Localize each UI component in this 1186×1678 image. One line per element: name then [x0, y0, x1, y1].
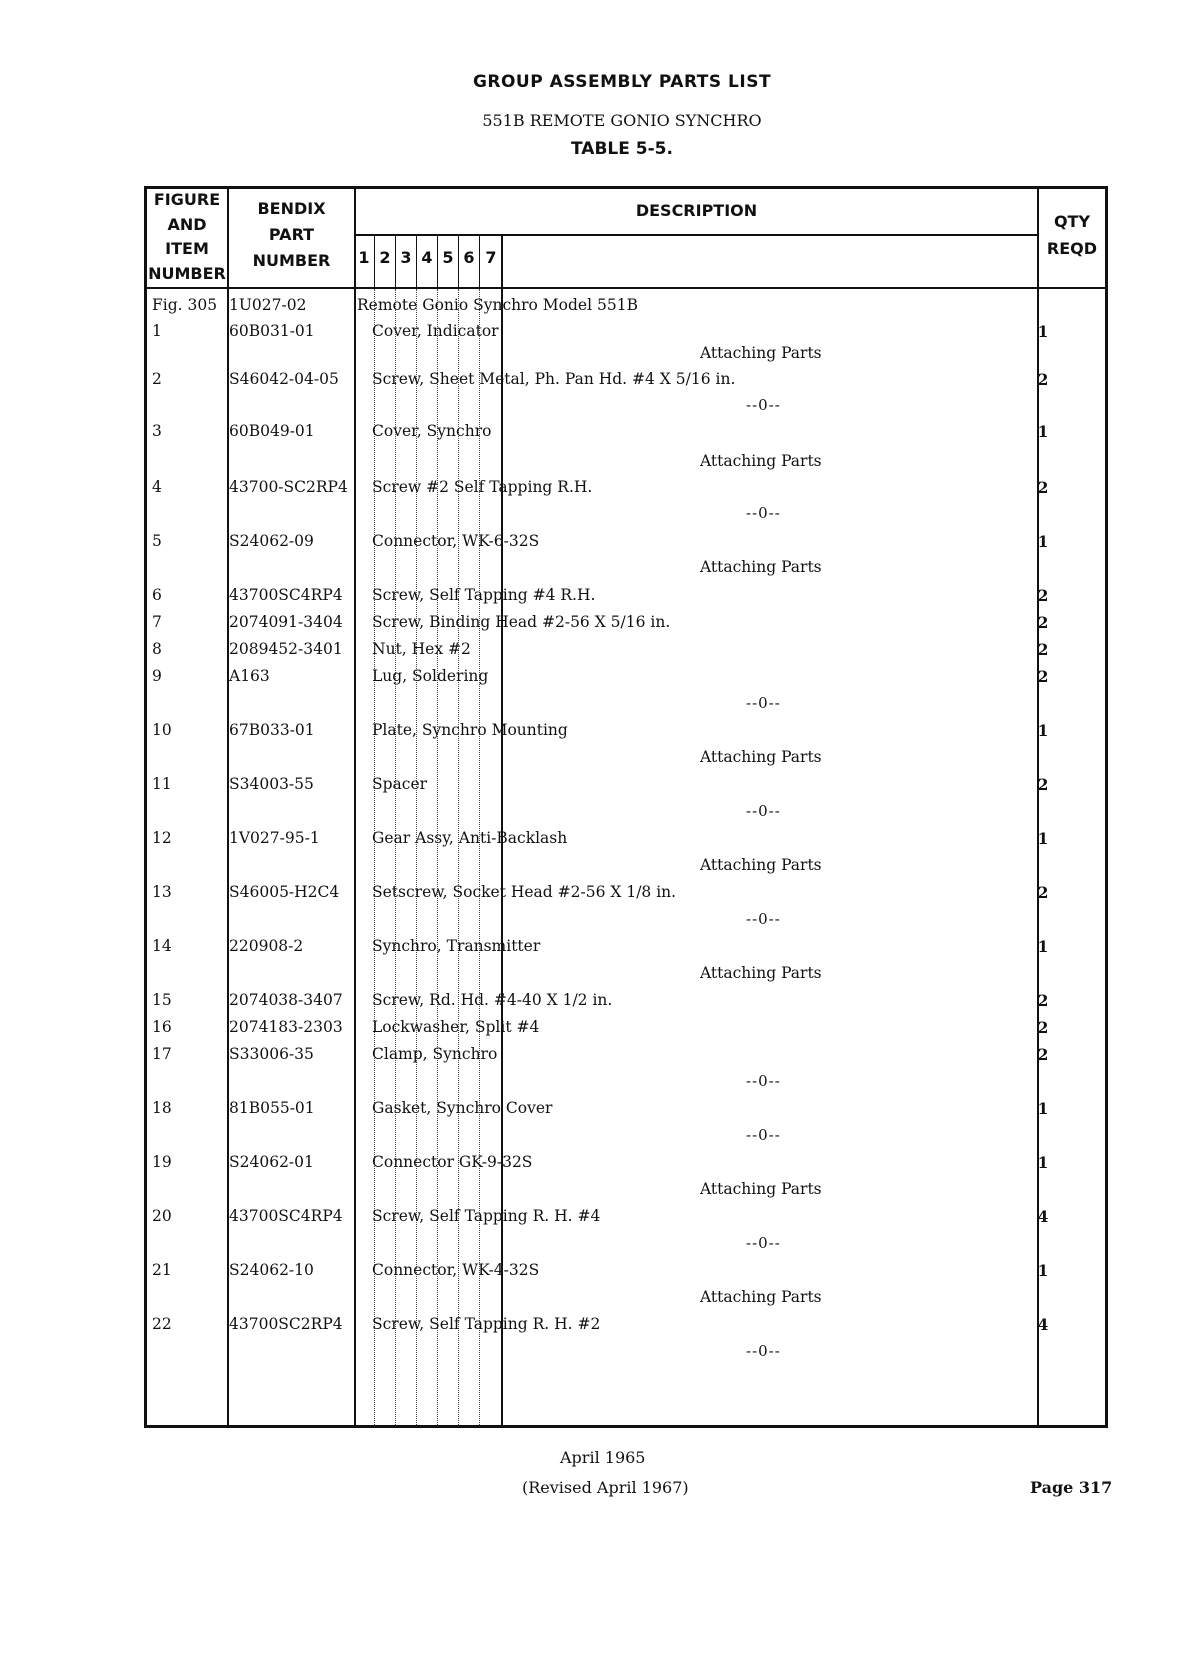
part-number: 43700SC4RP4 [229, 586, 343, 604]
qty: 2 [1037, 613, 1049, 632]
header-qty [1039, 208, 1105, 262]
footer-date: April 1965 [560, 1448, 646, 1467]
level-4-header: 4 [421, 248, 433, 267]
description: Nut, Hex #2 [372, 640, 471, 658]
description: Lug, Soldering [372, 667, 489, 685]
description: Setscrew, Socket Head #2-56 X 1/8 in. [372, 883, 677, 901]
table-top-border [144, 186, 1108, 189]
header-figure-line: ITEM [165, 239, 209, 258]
part-number: 2074183-2303 [229, 1018, 343, 1036]
header-bottom-rule [144, 287, 1108, 289]
attaching-parts-heading: Attaching Parts [700, 452, 822, 470]
attaching-parts-heading: Attaching Parts [700, 344, 822, 362]
header-part-line: PART [268, 225, 315, 244]
qty: 2 [1037, 1045, 1049, 1064]
description: Plate, Synchro Mounting [372, 721, 568, 739]
attaching-parts-heading: Attaching Parts [700, 1288, 822, 1306]
part-number: 1V027-95-1 [229, 829, 320, 847]
header-part-line: BENDIX [257, 199, 326, 218]
footer-revised: (Revised April 1967) [522, 1478, 689, 1497]
table-row [144, 775, 1108, 799]
figure-item: 1 [152, 322, 162, 340]
level-divider [479, 236, 480, 288]
part-number: S24062-10 [229, 1261, 314, 1279]
table-row [144, 532, 1108, 556]
page-title: GROUP ASSEMBLY PARTS LIST [472, 72, 772, 92]
part-number: 43700-SC2RP4 [229, 478, 348, 496]
description: Screw, Sheet Metal, Ph. Pan Hd. #4 X 5/16 in. [372, 370, 736, 388]
description: Cover, Indicator [372, 322, 499, 340]
qty: 4 [1037, 1207, 1049, 1226]
qty: 1 [1037, 532, 1049, 551]
figure-item: 22 [152, 1315, 172, 1333]
part-number: S24062-09 [229, 532, 314, 550]
figure-item: 8 [152, 640, 162, 658]
part-number: 2089452-3401 [229, 640, 343, 658]
figure-item: 5 [152, 532, 162, 550]
description: Clamp, Synchro [372, 1045, 498, 1063]
figure-item: 10 [152, 721, 172, 739]
table-row [144, 322, 1108, 346]
header-qty-line: QTY [1053, 212, 1091, 231]
header-part-line: NUMBER [252, 251, 331, 270]
figure-item: 12 [152, 829, 172, 847]
figure-item: 11 [152, 775, 172, 793]
table-row [144, 422, 1108, 446]
description: Lockwasher, Split #4 [372, 1018, 540, 1036]
level-guide [374, 289, 375, 1425]
table-row [144, 1261, 1108, 1285]
desc-header-rule [354, 234, 1038, 236]
qty: 2 [1037, 586, 1049, 605]
level-1-header: 1 [358, 248, 370, 267]
level-guide [437, 289, 438, 1425]
figure-item: 2 [152, 370, 162, 388]
attaching-parts-heading: Attaching Parts [700, 1180, 822, 1198]
qty: 2 [1037, 1018, 1049, 1037]
part-number: S34003-55 [229, 775, 314, 793]
attaching-parts-heading: Attaching Parts [700, 558, 822, 576]
part-number: 43700SC4RP4 [229, 1207, 343, 1225]
level-6-header: 6 [463, 248, 475, 267]
header-figure-line: NUMBER [148, 263, 226, 283]
part-number: 60B049-01 [229, 422, 315, 440]
description: Remote Gonio Synchro Model 551B [357, 296, 638, 314]
table-bottom-border [144, 1425, 1108, 1428]
level-5-header: 5 [442, 248, 454, 267]
qty: 2 [1037, 370, 1049, 389]
description: Screw, Self Tapping R. H. #4 [372, 1207, 601, 1225]
description: Screw, Rd. Hd. #4-40 X 1/2 in. [372, 991, 613, 1009]
qty: 1 [1037, 937, 1049, 956]
table-label: TABLE 5-5. [571, 139, 673, 159]
table-row [144, 721, 1108, 745]
header-figure-line: AND [167, 214, 207, 234]
description: Connector GK-9-32S [372, 1153, 533, 1171]
qty: 4 [1037, 1315, 1049, 1334]
qty: 2 [1037, 775, 1049, 794]
part-number: S46042-04-05 [229, 370, 339, 388]
qty: 2 [1037, 883, 1049, 902]
figure-item: 14 [152, 937, 172, 955]
header-part [229, 196, 354, 274]
table-row [144, 1153, 1108, 1177]
section-separator: --0-- [746, 396, 781, 414]
figure-item: 21 [152, 1261, 172, 1279]
figure-item: 20 [152, 1207, 172, 1225]
figure-item: 18 [152, 1099, 172, 1117]
table-row [144, 1207, 1108, 1231]
header-figure-line: FIGURE [153, 190, 221, 209]
attaching-parts-heading: Attaching Parts [700, 856, 822, 874]
figure-item: 9 [152, 667, 162, 685]
section-separator: --0-- [746, 504, 781, 522]
figure-item: 4 [152, 478, 162, 496]
table-row [144, 370, 1108, 394]
table-row [144, 478, 1108, 502]
section-separator: --0-- [746, 1126, 781, 1144]
table-row [144, 613, 1108, 637]
description: Screw, Self Tapping #4 R.H. [372, 586, 596, 604]
header-qty-line: REQD [1046, 239, 1098, 258]
description: Screw #2 Self Tapping R.H. [372, 478, 593, 496]
part-number: S46005-H2C4 [229, 883, 340, 901]
qty: 1 [1037, 1099, 1049, 1118]
header-description: DESCRIPTION [635, 201, 758, 220]
attaching-parts-heading: Attaching Parts [700, 964, 822, 982]
description: Screw, Self Tapping R. H. #2 [372, 1315, 601, 1333]
table-row [144, 640, 1108, 664]
level-guide [458, 289, 459, 1425]
figure-item: 19 [152, 1153, 172, 1171]
qty: 1 [1037, 721, 1049, 740]
table-row [144, 829, 1108, 853]
table-row [144, 1315, 1108, 1339]
attaching-parts-heading: Attaching Parts [700, 748, 822, 766]
part-number: A163 [229, 667, 270, 685]
header-figure [147, 188, 227, 286]
part-number: 2074038-3407 [229, 991, 343, 1009]
part-number: S24062-01 [229, 1153, 314, 1171]
parts-table [144, 186, 1108, 1428]
table-row [144, 937, 1108, 961]
description: Cover, Synchro [372, 422, 492, 440]
figure-item: Fig. 305 [152, 296, 218, 314]
qty: 1 [1037, 322, 1049, 341]
part-number: 220908-2 [229, 937, 304, 955]
qty: 1 [1037, 1153, 1049, 1172]
part-number: 1U027-02 [229, 296, 307, 314]
figure-item: 13 [152, 883, 172, 901]
part-number: 67B033-01 [229, 721, 315, 739]
description: Synchro, Transmitter [372, 937, 541, 955]
level-7-header: 7 [485, 248, 497, 267]
qty: 2 [1037, 640, 1049, 659]
section-separator: --0-- [746, 1234, 781, 1252]
table-row [144, 296, 1108, 320]
description: Gear Assy, Anti-Backlash [372, 829, 568, 847]
section-separator: --0-- [746, 1342, 781, 1360]
figure-item: 16 [152, 1018, 172, 1036]
section-separator: --0-- [746, 1072, 781, 1090]
qty: 2 [1037, 991, 1049, 1010]
qty: 1 [1037, 829, 1049, 848]
section-separator: --0-- [746, 802, 781, 820]
figure-item: 15 [152, 991, 172, 1009]
part-number: 2074091-3404 [229, 613, 343, 631]
part-number: 43700SC2RP4 [229, 1315, 343, 1333]
table-row [144, 586, 1108, 610]
figure-item: 7 [152, 613, 162, 631]
level-2-header: 2 [379, 248, 391, 267]
qty: 1 [1037, 1261, 1049, 1280]
figure-item: 6 [152, 586, 162, 604]
description: Spacer [372, 775, 428, 793]
table-row [144, 667, 1108, 691]
table-row [144, 991, 1108, 1015]
description: Connector, WK-6-32S [372, 532, 540, 550]
part-number: S33006-35 [229, 1045, 314, 1063]
table-row [144, 1099, 1108, 1123]
level-guide [479, 289, 480, 1425]
level-3-header: 3 [400, 248, 412, 267]
description: Gasket, Synchro Cover [372, 1099, 553, 1117]
section-separator: --0-- [746, 910, 781, 928]
description: Screw, Binding Head #2-56 X 5/16 in. [372, 613, 671, 631]
table-row [144, 883, 1108, 907]
level-guide [416, 289, 417, 1425]
qty: 2 [1037, 667, 1049, 686]
table-row [144, 1045, 1108, 1069]
qty: 1 [1037, 422, 1049, 441]
figure-item: 17 [152, 1045, 172, 1063]
figure-item: 3 [152, 422, 162, 440]
table-row [144, 1018, 1108, 1042]
footer-page: Page 317 [1030, 1478, 1113, 1497]
part-number: 81B055-01 [229, 1099, 315, 1117]
description: Connector, WK-4-32S [372, 1261, 540, 1279]
qty: 2 [1037, 478, 1049, 497]
level-guide [395, 289, 396, 1425]
section-separator: --0-- [746, 694, 781, 712]
page-subtitle: 551B REMOTE GONIO SYNCHRO [482, 111, 762, 130]
part-number: 60B031-01 [229, 322, 315, 340]
